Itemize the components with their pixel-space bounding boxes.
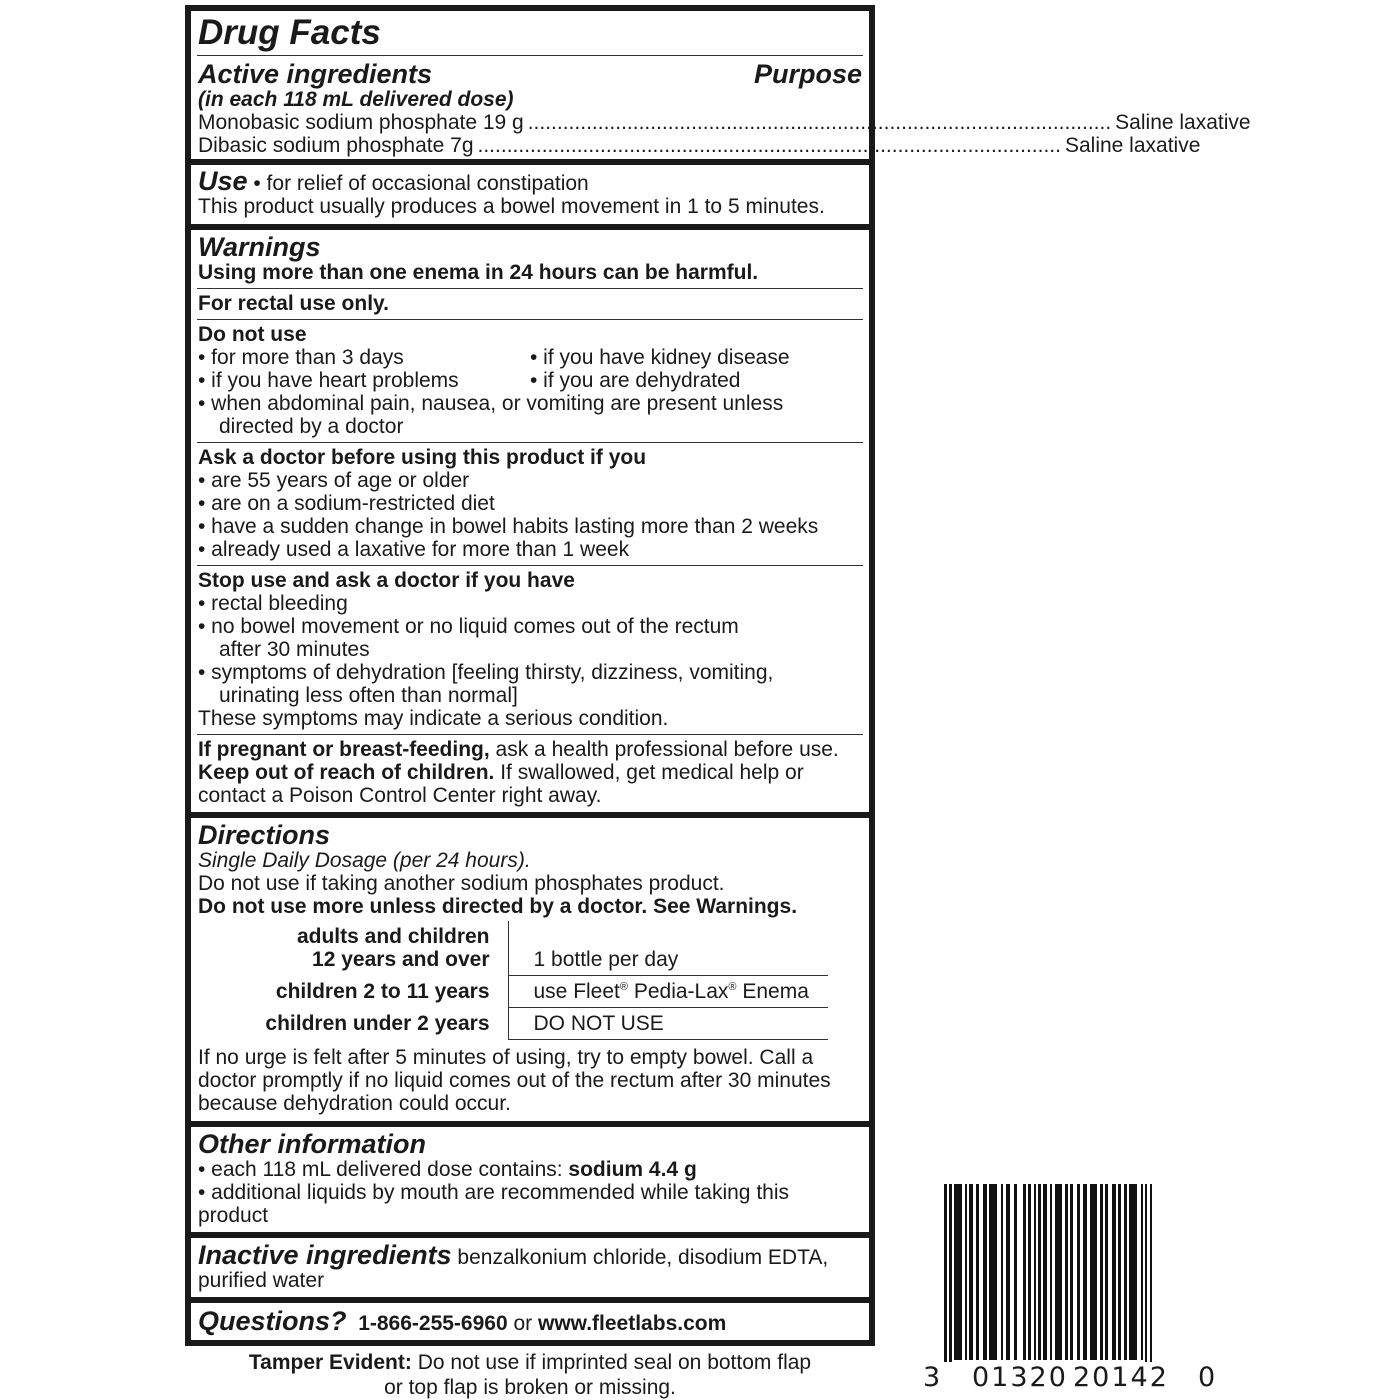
barcode-bar <box>983 1184 987 1360</box>
dose-note: (in each 118 mL delivered dose) <box>198 88 514 111</box>
warnings-section <box>191 230 869 812</box>
warning-harm: Using more than one enema in 24 hours can be harmful. <box>198 261 759 284</box>
barcode-bar <box>976 1184 979 1360</box>
dosage-table: adults and children 12 years and over 1 bottle per day children 2 to 11 years use Fleet® Pedia-Lax® Enema children under 2 years DO NOT USE <box>250 921 828 1040</box>
barcode-bar <box>1001 1184 1003 1360</box>
barcode-bar <box>1141 1184 1143 1360</box>
purpose-heading: Purpose <box>753 59 862 89</box>
barcode-bar <box>944 1184 947 1362</box>
drug-facts-panel <box>185 5 1251 1346</box>
barcode-bar <box>1118 1184 1121 1360</box>
barcode-bar <box>1034 1184 1036 1360</box>
barcode-bar <box>1028 1184 1031 1360</box>
barcode-bar <box>1070 1184 1073 1360</box>
barcode-bar <box>1014 1184 1017 1360</box>
active-heading: Active ingredients <box>198 59 433 89</box>
barcode-bar <box>1006 1184 1010 1360</box>
directions-section: Directions Single Daily Dosage (per 24 hours). Do not use if taking another sodium phosphates product. Do not use more unless directed by a doctor. See Warnings. adults and children 12 years and over 1 bottle per day children 2 to 11 years use Fleet® Pedia-Lax® Enema children under 2 years DO NOT USE If no urge is felt after 5 minutes of using, try to empty bowel. Call a doctor promptly if no liquid comes out of the rectum after 30 minutes because dehydration could occur. <box>191 818 869 1121</box>
drug-facts-title: Drug Facts <box>198 13 381 52</box>
ingredient-row: Dibasic sodium phosphate 7g .................................................................................................... Saline laxative <box>198 134 1201 157</box>
warnings-heading: Warnings <box>198 232 321 262</box>
barcode-bar <box>1083 1184 1087 1360</box>
barcode-bar <box>969 1184 973 1360</box>
barcode-bar <box>1065 1184 1068 1360</box>
questions-section: Questions? 1-866-255-6960 or www.fleetlabs.com <box>191 1303 869 1340</box>
barcode-bar <box>949 1184 952 1362</box>
directions-heading: Directions <box>198 820 331 850</box>
warning-rectal: For rectal use only. <box>198 292 389 315</box>
barcode-bar <box>1100 1184 1103 1360</box>
barcode-bar <box>1023 1184 1026 1360</box>
barcode-bar <box>1043 1184 1047 1360</box>
stop-use: Stop use and ask a doctor if you have • rectal bleeding • no bowel movement or no liquid comes out of the rectum after 30 minutes • symptoms of dehydration [feeling thirsty, dizziness, vomiting, urinating less often than normal] These symptoms may indicate a serious condition. <box>198 569 774 730</box>
barcode-bar <box>965 1184 967 1360</box>
phone-number[interactable]: 1-866-255-6960 <box>358 1311 508 1335</box>
ingredient-row: Monobasic sodium phosphate 19 g .................................................................................................... Saline laxative <box>198 111 1251 134</box>
barcode-digit: 0 <box>1198 1362 1216 1393</box>
barcode-bar <box>1050 1184 1052 1360</box>
use-text: This product usually produces a bowel movement in 1 to 5 minutes. <box>198 195 825 218</box>
do-not-use: Do not use • for more than 3 days • if you have kidney disease • if you have heart problems • if you are dehydrated • when abdominal pain, nausea, or vomiting are present unless directed by a doctor <box>198 323 790 438</box>
barcode-bar <box>1077 1184 1080 1360</box>
barcode-bar <box>954 1184 962 1360</box>
barcode-bar <box>1055 1184 1062 1360</box>
barcode-bar <box>1150 1184 1152 1362</box>
barcode-bar <box>989 1184 997 1360</box>
barcode-bar <box>1145 1184 1147 1362</box>
inactive-section: Inactive ingredients benzalkonium chloride, disodium EDTA, purified water <box>191 1238 869 1297</box>
barcode-bar <box>1105 1184 1108 1360</box>
use-section <box>191 165 869 224</box>
active-ingredients-section <box>191 11 1251 159</box>
barcode-bar <box>1090 1184 1097 1360</box>
tamper-evident-note: Tamper Evident: Do not use if imprinted seal on bottom flap or top flap is broken or missing. <box>248 1350 812 1399</box>
barcode-bar <box>1124 1184 1127 1360</box>
other-info-section: Other information • each 118 mL delivered dose contains: sodium 4.4 g • additional liquids by mouth are recommended while taking this product <box>191 1127 869 1232</box>
barcode-bar <box>1038 1184 1041 1360</box>
barcode-digits: 01320 <box>972 1362 1068 1393</box>
use-bullet: • for relief of occasional constipation <box>253 172 589 195</box>
barcode-bar <box>1112 1184 1116 1360</box>
website-link[interactable]: www.fleetlabs.com <box>537 1311 727 1335</box>
barcode-digit: 3 <box>923 1362 941 1393</box>
barcode <box>923 1180 1216 1395</box>
use-heading: Use <box>198 166 248 196</box>
barcode-bars <box>940 1180 1210 1365</box>
barcode-bar <box>1129 1184 1137 1360</box>
ask-doctor: Ask a doctor before using this product if you • are 55 years of age or older • are on a sodium-restricted diet • have a sudden change in bowel habits lasting more than 2 weeks • already used a laxative for more than 1 week <box>198 446 819 561</box>
barcode-digits: 20142 <box>1073 1362 1169 1393</box>
pregnancy-children: If pregnant or breast-feeding, ask a health professional before use. Keep out of reach of children. If swallowed, get medical help or contact a Poison Control Center right away. <box>198 738 839 807</box>
